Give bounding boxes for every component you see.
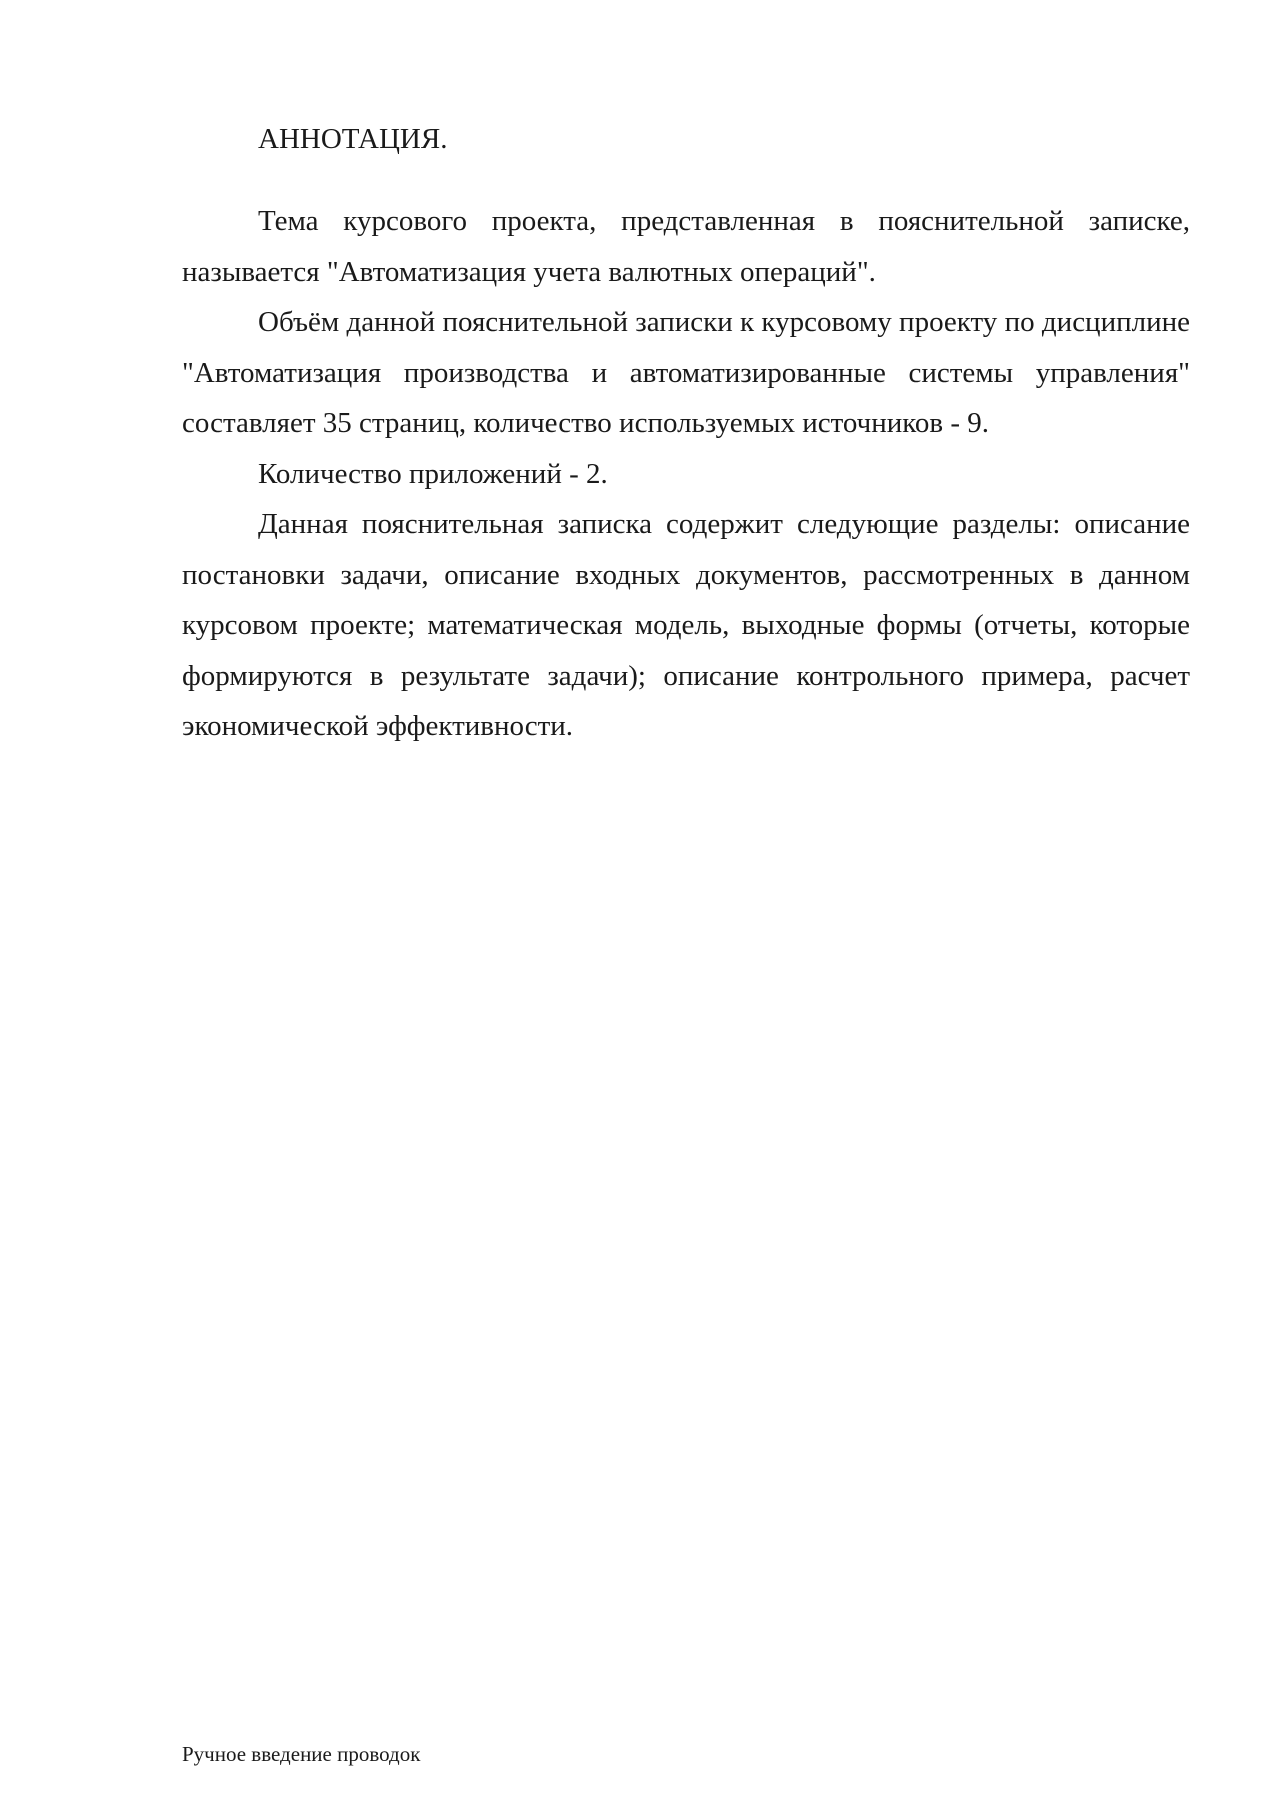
page-footer: Ручное введение проводок	[182, 1742, 421, 1766]
paragraph-appendices: Количество приложений - 2.	[258, 457, 608, 490]
page-body	[182, 118, 1190, 752]
paragraph-topic: Тема курсового проекта, представленная в пояснительной записке, называется "Автоматизация учета валютных операций".	[182, 205, 1190, 288]
paragraph-volume: Объём данной пояснительной записки к курсовому проекту по дисциплине "Автоматизация производства и автоматизированные системы управления" составляет 35 страниц, количество используемых источников - 9.	[182, 306, 1190, 439]
annotation-heading: АННОТАЦИЯ.	[258, 123, 448, 155]
paragraph-sections: Данная пояснительная записка содержит следующие разделы: описание постановки задачи, описание входных документов, рассмотренных в данном курсовом проекте; математическая модель, выходные формы (отчеты, которые формируются в результате задачи); описание контрольного примера, расчет экономической эффективности.	[182, 508, 1190, 742]
